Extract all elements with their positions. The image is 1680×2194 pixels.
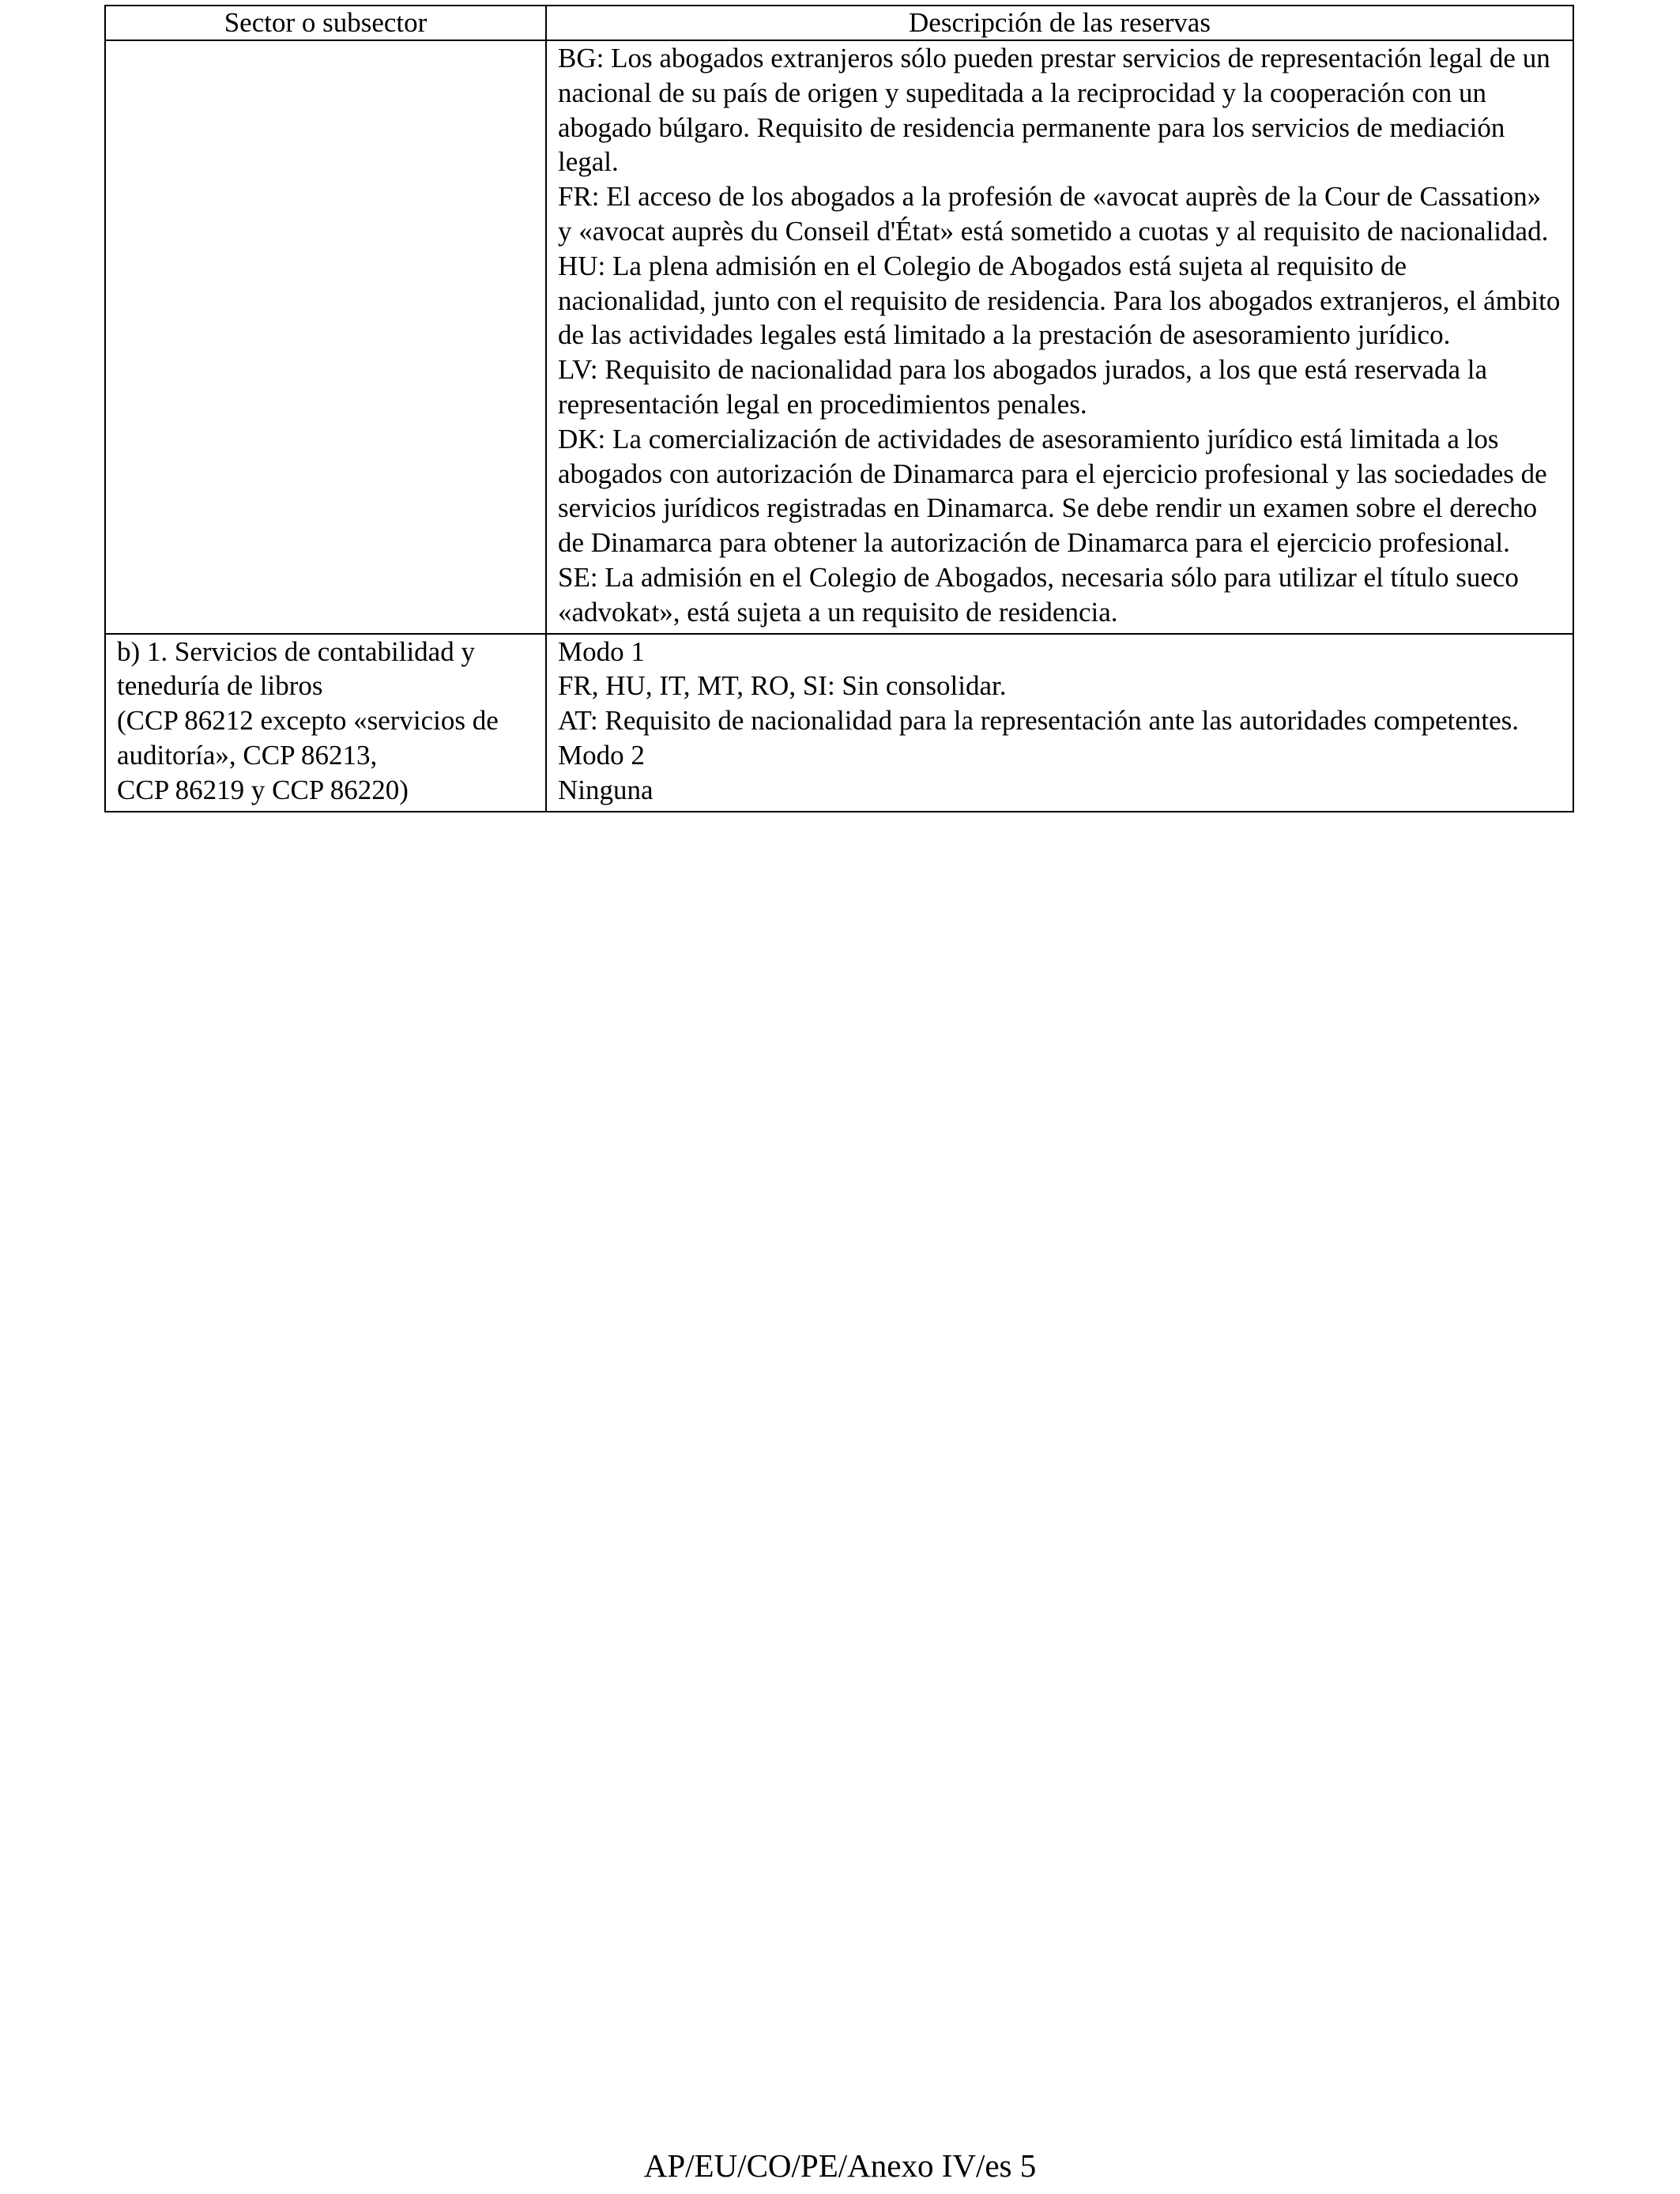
reservation-at: AT: Requisito de nacionalidad para la representación ante las autoridades competentes.: [558, 705, 1519, 737]
reservas-table: [104, 5, 1574, 812]
mode-1-heading: Modo 1: [558, 635, 645, 667]
reservation-se: SE: La admisión en el Colegio de Abogados, necesaria sólo para utilizar el título sueco «advokat», está sujeta a un requisito de residencia.: [558, 561, 1519, 628]
reservation-bg: BG: Los abogados extranjeros sólo pueden prestar servicios de representación legal de un nacional de su país de origen y supeditada a la reciprocidad y la cooperación con un abogado búlgaro. Requisito de residencia permanente para los servicios de mediación legal.: [558, 43, 1550, 178]
sector-title: b) 1. Servicios de contabilidad y teneduría de libros: [117, 635, 475, 702]
sector-ccp-codes-cont: CCP 86219 y CCP 86220): [117, 774, 409, 805]
header-description: Descripción de las reservas: [546, 6, 1573, 40]
reservation-fr: FR: El acceso de los abogados a la profesión de «avocat auprès de la Cour de Cassation» y «avocat auprès du Conseil d'État» está sometido a cuotas y al requisito de nacionalidad.: [558, 181, 1549, 247]
reservation-hu: HU: La plena admisión en el Colegio de Abogados está sujeta al requisito de nacionalidad, junto con el requisito de residencia. Para los abogados extranjeros, el ámbito de las actividades legales está limitado a la prestación de asesoramiento jurídico.: [558, 250, 1561, 351]
table-row: [105, 634, 1573, 812]
page-footer: AP/EU/CO/PE/Anexo IV/es 5: [643, 2147, 1037, 2184]
description-cell: [546, 40, 1573, 634]
description-cell: [546, 634, 1573, 812]
sector-ccp-codes: (CCP 86212 excepto «servicios de auditoría», CCP 86213,: [117, 705, 499, 771]
mode-2-heading: Modo 2: [558, 739, 645, 771]
table-row: [105, 40, 1573, 634]
reservation-unbound: FR, HU, IT, MT, RO, SI: Sin consolidar.: [558, 670, 1007, 702]
sector-cell: [105, 40, 546, 634]
sector-cell: [105, 634, 546, 812]
reservation-dk: DK: La comercialización de actividades de asesoramiento jurídico está limitada a los abogados con autorización de Dinamarca para el ejercicio profesional y las sociedades de servicios jurídicos registradas en Dinamarca. Se debe rendir un examen sobre el derecho de Dinamarca para obtener la autorización de Dinamarca para el ejercicio profesional.: [558, 423, 1547, 559]
reservation-lv: LV: Requisito de nacionalidad para los abogados jurados, a los que está reservada la representación legal en procedimientos penales.: [558, 354, 1488, 420]
table-header-row: [105, 6, 1573, 40]
mode-2-none: Ninguna: [558, 774, 654, 805]
header-sector: Sector o subsector: [105, 6, 546, 40]
